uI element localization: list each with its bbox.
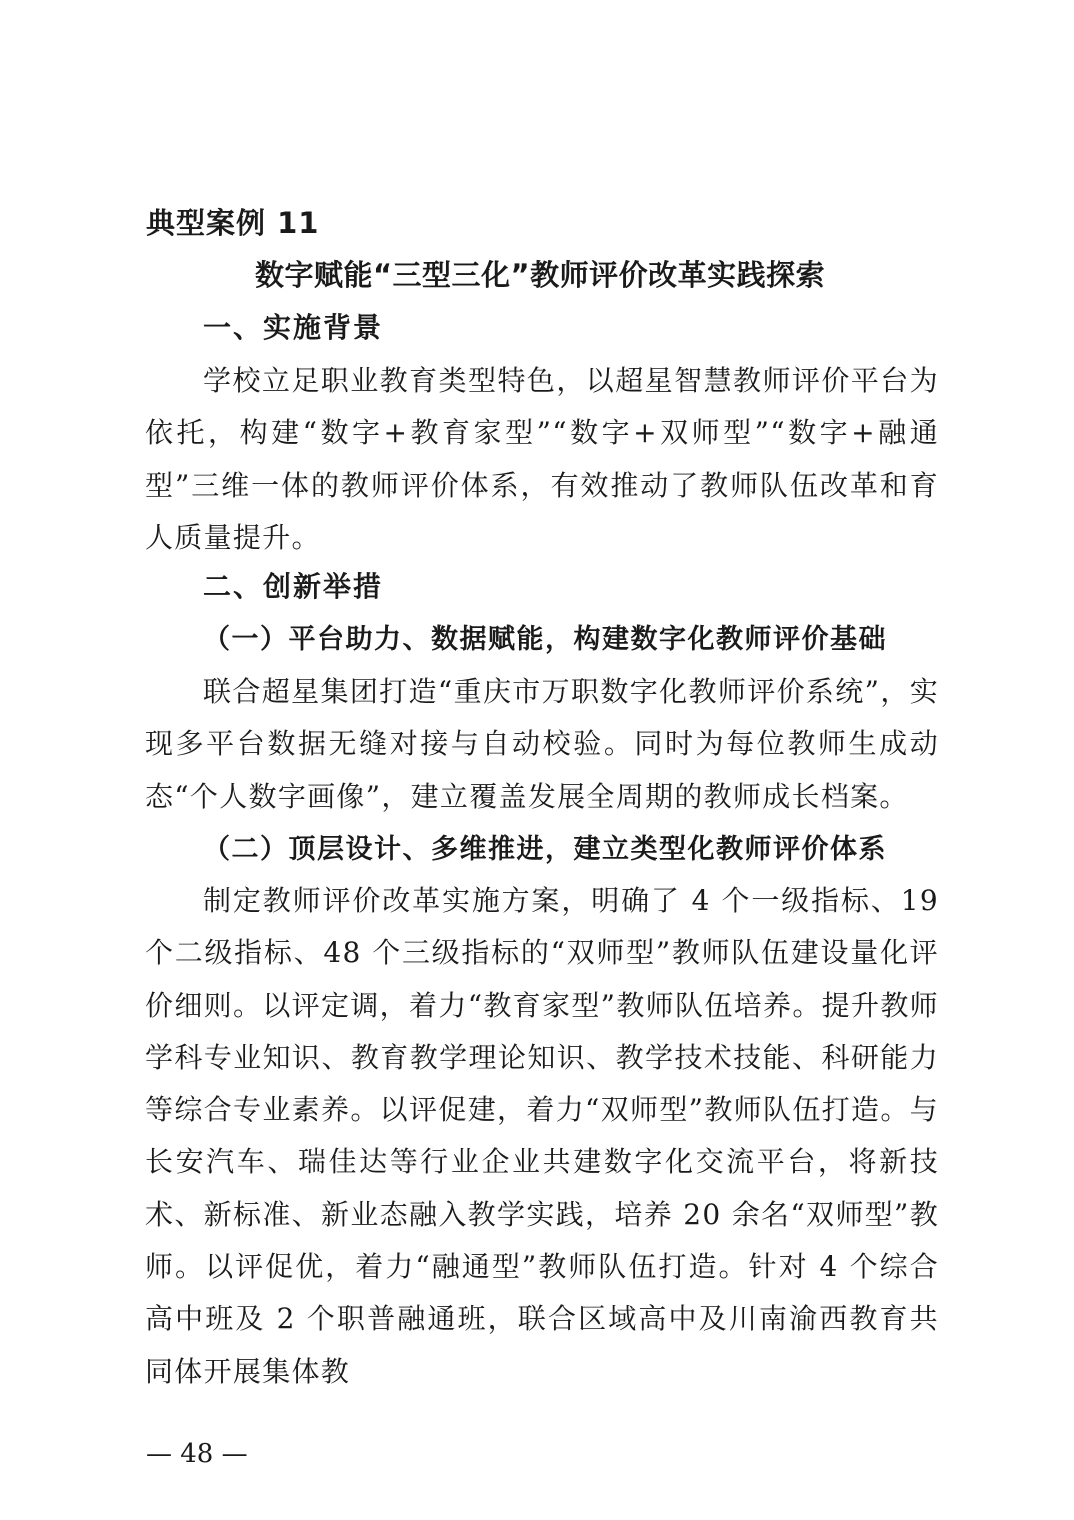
- subsection-2-paragraph: 制定教师评价改革实施方案，明确了 4 个一级指标、19 个二级指标、48 个三级指标的“双师型”教师队伍建设量化评价细则。以评定调，着力“教育家型”教师队伍培养。提升教师学科专业知识、教育教学理论知识、教学技术技能、科研能力等综合专业素养。以评促建，着力“双师型”教师队伍打造。与长安汽车、瑞佳达等行业企业共建数字化交流平台，将新技术、新标准、新业态融入教学实践，培养 20 余名“双师型”教师。以评促优，着力“融通型”教师队伍打造。针对 4 个综合高中班及 2 个职普融通班，联合区域高中及川南渝西教育共同体开展集体教: [145, 884, 939, 1388]
- subsection-heading-1: （一）平台助力、数据赋能，构建数字化教师评价基础: [203, 624, 887, 655]
- section-heading-background: 一、实施背景: [203, 311, 384, 344]
- section-heading-innovation: 二、创新举措: [203, 570, 384, 603]
- page-number: — 48 —: [146, 1439, 248, 1469]
- subsection-heading-2: （二）顶层设计、多维推进，建立类型化教师评价体系: [203, 834, 887, 865]
- background-paragraph: 学校立足职业教育类型特色，以超星智慧教师评价平台为依托，构建“数字+教育家型”“数字+双师型”“数字+融通型”三维一体的教师评价体系，有效推动了教师队伍改革和育人质量提升。: [145, 364, 939, 554]
- subsection-1-paragraph: 联合超星集团打造“重庆市万职数字化教师评价系统”，实现多平台数据无缝对接与自动校验。同时为每位教师生成动态“个人数字画像”，建立覆盖发展全周期的教师成长档案。: [145, 675, 939, 813]
- document-title: 数字赋能“三型三化”教师评价改革实践探索: [255, 258, 826, 292]
- case-label: 典型案例 11: [146, 206, 320, 240]
